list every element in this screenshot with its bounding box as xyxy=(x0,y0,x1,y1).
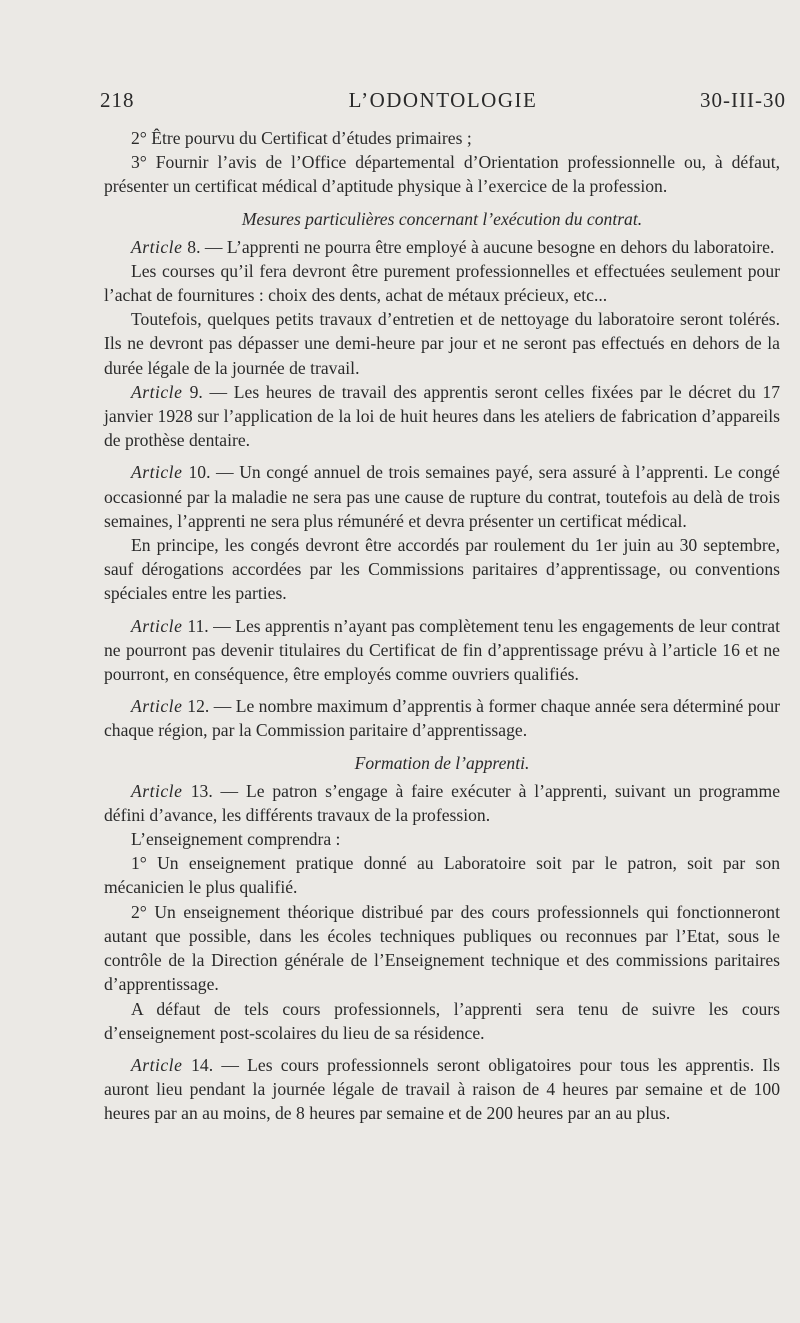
article-number: 13. — xyxy=(190,780,246,801)
paragraph-text: 3° Fournir l’avis de l’Office départemental d’Orientation professionnelle ou, à défaut, présenter un certificat médical d’aptitude physique à l’exercice de la profession. xyxy=(104,152,780,197)
paragraph-text: 2° Un enseignement théorique distribué par des cours professionnels qui fonctionneront autant que possible, dans les écoles techniques publiques ou reconnues par l’Etat, sous le contrôle de la Direction générale de l’Enseignement technique et des commissions paritaires d’apprentissage. xyxy=(104,901,780,995)
article-paragraph xyxy=(104,460,780,533)
journal-title: L’ODONTOLOGIE xyxy=(348,88,538,112)
article-paragraph xyxy=(104,380,780,453)
article-paragraph xyxy=(104,694,780,742)
paragraph-text: 2° Être pourvu du Certificat d’études primaires ; xyxy=(131,128,472,148)
article-label: Article xyxy=(131,615,188,636)
article-label: Article xyxy=(131,462,189,483)
article-number: 10. — xyxy=(188,462,240,483)
paragraph-text: Les heures de travail des apprentis seront celles fixées par le décret du 17 janvier 1928 sur l’application de la loi de huit heures dans les ateliers de fabrication d’appareils de prothèse dentaire. xyxy=(104,381,780,451)
article-number: 14. — xyxy=(191,1054,248,1075)
article-paragraph xyxy=(104,1053,780,1126)
paragraph-text: Toutefois, quelques petits travaux d’entretien et de nettoyage du laboratoire seront tolérés. Ils ne devront pas dépasser une demi-heure par jour et ne seront pas effectués en dehors de la durée légale de la journée de travail. xyxy=(104,309,780,378)
article-number: 9. — xyxy=(189,381,234,402)
article-number: 8. — xyxy=(187,236,227,257)
section-heading: Formation de l’apprenti. xyxy=(354,752,530,773)
article-paragraph xyxy=(104,779,780,827)
running-header xyxy=(100,88,786,122)
paragraph xyxy=(104,126,780,150)
issue-date: 30-III-30 xyxy=(700,88,786,112)
article-label: Article xyxy=(131,236,188,257)
paragraph-text: L’apprenti ne pourra être employé à aucune besogne en dehors du laboratoire. xyxy=(226,236,775,257)
paragraph xyxy=(104,533,780,606)
document-body xyxy=(104,126,780,1126)
paragraph-text: L’enseignement comprendra : xyxy=(131,829,341,850)
paragraph xyxy=(104,851,780,899)
paragraph-text: Le patron s’engage à faire exécuter à l’apprenti, suivant un programme défini d’avance, les différents travaux de la profession. xyxy=(104,780,781,825)
paragraph-text: 1° Un enseignement pratique donné au Laboratoire soit par le patron, soit par son mécanicien le plus qualifié. xyxy=(104,853,780,898)
section-heading: Mesures particulières concernant l’exécution du contrat. xyxy=(241,208,643,229)
article-label: Article xyxy=(131,696,188,717)
article-label: Article xyxy=(131,780,191,801)
paragraph-text: En principe, les congés devront être accordés par roulement du 1er juin au 30 septembre, sauf dérogations accordées par les Commissions paritaires d’apprentissage, ou conventions spéciales entre les parties. xyxy=(104,535,780,604)
paragraph-text: Un congé annuel de trois semaines payé, sera assuré à l’apprenti. Le congé occasionné par la maladie ne sera pas une cause de rupture du contrat, toutefois au delà de trois semaines, l’apprenti ne sera plus rémunéré et devra présenter un certificat médical. xyxy=(104,462,780,531)
paragraph-text: Le nombre maximum d’apprentis à former chaque année sera déterminé pour chaque région, par la Commission paritaire d’apprentissage. xyxy=(104,696,780,741)
article-label: Article xyxy=(131,1054,192,1075)
article-label: Article xyxy=(131,381,190,402)
paragraph xyxy=(104,827,780,851)
article-number: 12. — xyxy=(187,696,236,717)
paragraph-text: Les apprentis n’ayant pas complètement tenu les engagements de leur contrat ne pourront pas devenir titulaires du Certificat de fin d’apprentissage prévu à l’article 16 et ne pourront, en conséquence, être employés comme ouvriers qualifiés. xyxy=(104,615,781,685)
paragraph xyxy=(104,259,780,307)
article-paragraph xyxy=(104,614,780,687)
page-number: 218 xyxy=(100,88,135,112)
paragraph xyxy=(104,150,780,198)
paragraph-text: Les cours professionnels seront obligatoires pour tous les apprentis. Ils auront lieu pendant la journée légale de travail à raison de 4 heures par semaine et de 100 heures par an au moins, de 8 heures par semaine et de 200 heures par an au plus. xyxy=(104,1054,780,1124)
paragraph xyxy=(104,900,780,997)
article-number: 11. — xyxy=(187,615,236,636)
paragraph-text: A défaut de tels cours professionnels, l’apprenti sera tenu de suivre les cours d’enseignement post-scolaires du lieu de sa résidence. xyxy=(104,998,780,1043)
paragraph xyxy=(104,997,780,1045)
paragraph-text: Les courses qu’il fera devront être purement professionnelles et effectuées seulement pour l’achat de fournitures : choix des dents, achat de métaux précieux, etc... xyxy=(104,260,780,306)
paragraph xyxy=(104,307,780,380)
article-paragraph xyxy=(104,235,780,259)
